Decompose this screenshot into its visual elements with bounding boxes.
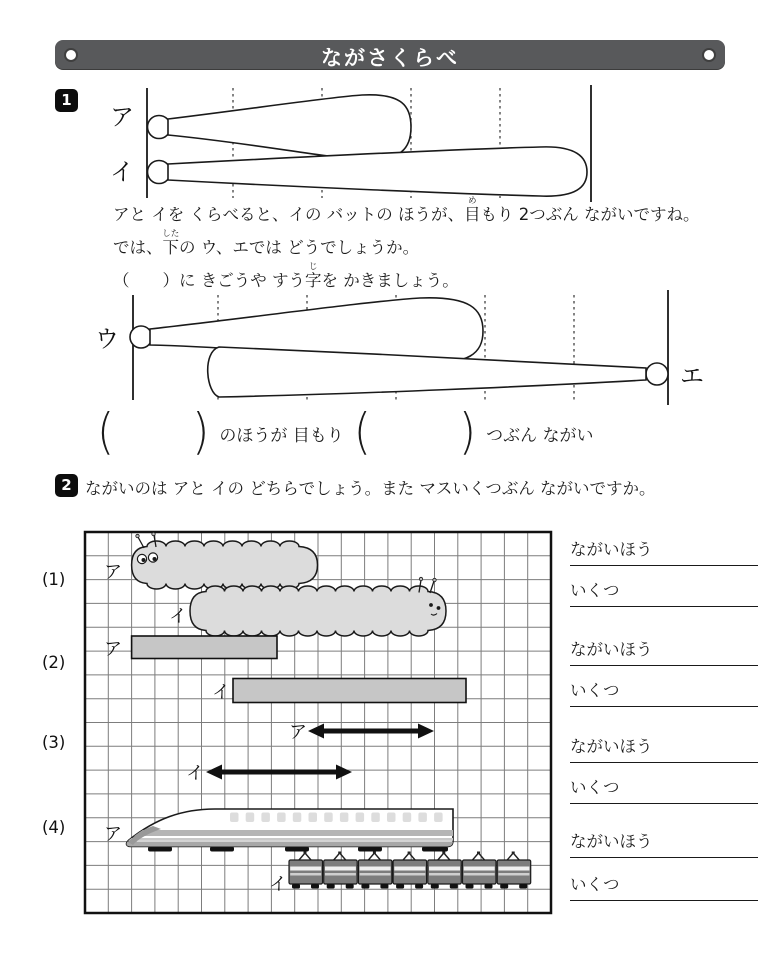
text-line-3: （ ）に きごうや すう字じを かきましょう。 [113, 262, 459, 290]
row4-a-label: ア [104, 824, 122, 845]
answer-line-3-count[interactable]: いくつ [570, 774, 758, 804]
row1-b-label: イ [169, 606, 187, 627]
answer-line-2-count[interactable]: いくつ [570, 677, 758, 707]
answer-line-4-count[interactable]: いくつ [570, 871, 758, 901]
exercise2-badge: 2 [55, 474, 78, 497]
bat-a-label: ア [110, 103, 134, 131]
open-paren: ( [353, 403, 371, 461]
title-bar [55, 40, 725, 69]
answer-line-3-longer[interactable]: ながいほう [570, 733, 758, 763]
exercise1-badge: 1 [55, 89, 78, 112]
bat-d-label: エ [680, 362, 704, 390]
exercise1-text [113, 196, 733, 295]
row4-b-label: イ [269, 874, 287, 895]
close-paren: ) [458, 403, 477, 461]
row2-b-label: イ [212, 682, 230, 703]
row1-number: (1) [42, 570, 66, 589]
open-paren: ( [97, 403, 115, 461]
page-title: ながさくらべ [321, 46, 459, 70]
bar-a [132, 636, 277, 659]
answer-line-4-longer[interactable]: ながいほう [570, 828, 758, 858]
bat-c-label: ウ [95, 325, 119, 353]
bat-b [148, 147, 588, 196]
bar-b [233, 679, 466, 703]
row2-a-label: ア [104, 639, 122, 660]
answer-line-2-longer[interactable]: ながいほう [570, 636, 758, 666]
row3-a-label: ア [289, 722, 307, 743]
fill-in-tail-text: つぶん ながい [486, 425, 594, 446]
row3-number: (3) [42, 733, 66, 752]
row4-number: (4) [42, 818, 66, 837]
arrow-b [206, 765, 352, 780]
row3-b-label: イ [186, 763, 204, 784]
bats-c-d-figure [40, 285, 740, 410]
arrow-a [308, 724, 434, 739]
bats-a-b-figure [40, 80, 740, 210]
row2-number: (2) [42, 653, 66, 672]
text-line-2: では、下したの ウ、エでは どうでしょうか。 [113, 229, 420, 257]
commuter-train [289, 852, 531, 889]
text-line-1: アと イを くらべると、イの バットの ほうが、目めもり 2つぶん ながいですね。 [113, 196, 700, 224]
bat-b-label: イ [110, 158, 134, 186]
fill-in-line [97, 403, 604, 461]
answer-line-1-longer[interactable]: ながいほう [570, 536, 758, 566]
comparison-grid-figure [40, 528, 570, 918]
row1-a-label: ア [104, 562, 122, 583]
answer-line-1-count[interactable]: いくつ [570, 577, 758, 607]
exercise2-prompt: ながいのは アと イの どちらでしょう。また マスいくつぶん ながいですか。 [85, 479, 656, 498]
fill-in-mid-text: のほうが 目もり [219, 425, 344, 446]
shinkansen-train [125, 809, 453, 852]
bat-a [148, 95, 412, 160]
close-paren: ) [192, 403, 210, 461]
